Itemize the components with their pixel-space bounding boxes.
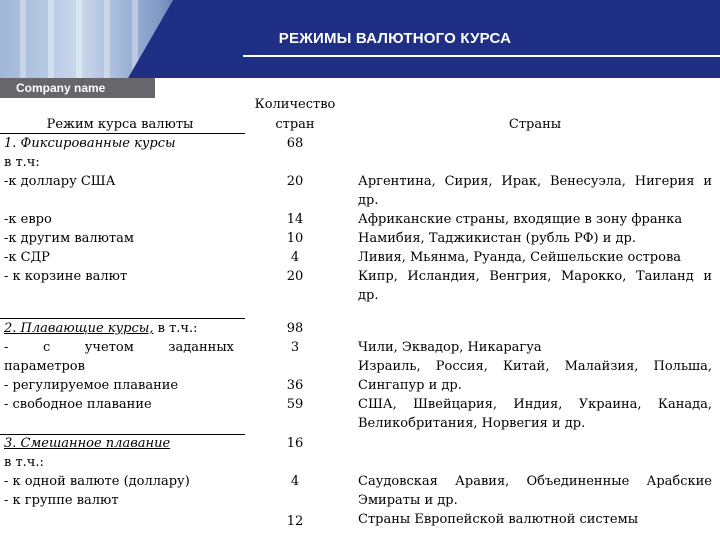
count-basket: 20 — [286, 269, 304, 284]
count-currency-group: 12 — [286, 514, 304, 529]
row-with-params-label: - с учетом заданных — [4, 340, 234, 355]
countries-with-params: Чили, Эквадор, Никарагуа — [358, 340, 542, 355]
row-eur-label: -к евро — [4, 212, 52, 227]
row-params-label: параметров — [4, 359, 85, 374]
row-managed-label: - регулируемое плавание — [4, 378, 179, 393]
countries-usd-line1: Аргентина, Сирия, Ирак, Венесуэла, Нигерия и — [358, 174, 712, 189]
mixed-including: в т.ч.: — [4, 455, 44, 470]
count-with-params: 3 — [290, 340, 300, 355]
floating-including: в т.ч.: — [153, 321, 198, 336]
company-name-bar: Company name — [0, 78, 155, 98]
fixed-rates-title: 1. Фиксированные курсы — [4, 136, 176, 151]
countries-basket-line1: Кипр, Исландия, Венгрия, Марокко, Таиланд и — [358, 269, 712, 284]
countries-currency-group: Страны Европейской валютной системы — [358, 512, 639, 527]
count-managed: 36 — [286, 378, 304, 393]
header-countries: Страны — [508, 117, 562, 132]
header-strip — [155, 78, 720, 98]
countries-usd-line2: др. — [358, 193, 379, 208]
row-usd-label: -к доллару США — [4, 174, 116, 189]
countries-free-line1: США, Швейцария, Индия, Украина, Канада, — [358, 397, 712, 412]
count-usd: 20 — [286, 174, 304, 189]
countries-sdr: Ливия, Мьянма, Руанда, Сейшельские острова — [358, 250, 682, 265]
header-mode: Режим курса валюты — [46, 117, 194, 132]
count-fixed-total: 68 — [286, 136, 304, 151]
row-other-label: -к другим валютам — [4, 231, 135, 246]
count-sdr: 4 — [290, 250, 300, 265]
mixed-float-title: 3. Смешанное плавание — [4, 436, 171, 451]
countries-managed-line1: Израиль, Россия, Китай, Малайзия, Польша, — [358, 359, 712, 374]
countries-free-line2: Великобритания, Норвегия и др. — [358, 416, 586, 431]
count-mixed-total: 16 — [286, 436, 304, 451]
count-eur: 14 — [286, 212, 304, 227]
title-underline — [243, 55, 720, 57]
count-floating-total: 98 — [286, 321, 304, 336]
fixed-including: в т.ч: — [4, 155, 40, 170]
row-currency-group-label: - к группе валют — [4, 493, 119, 508]
countries-basket-line2: др. — [358, 288, 379, 303]
row-one-currency-label: - к одной валюте (доллару) — [4, 474, 190, 489]
countries-one-currency-line2: Эмираты и др. — [358, 493, 458, 508]
count-one-currency: 4 — [290, 474, 300, 489]
countries-eur: Африканские страны, входящие в зону франка — [358, 212, 683, 227]
countries-managed-line2: Сингапур и др. — [358, 378, 462, 393]
slide-title: РЕЖИМЫ ВАЛЮТНОГО КУРСА — [278, 30, 512, 47]
row-basket-label: - к корзине валют — [4, 269, 128, 284]
count-other: 10 — [286, 231, 304, 246]
floating-title-text: 2. Плавающие курсы, — [4, 321, 154, 336]
row-sdr-label: -к СДР — [4, 250, 50, 265]
row-free-label: - свободное плавание — [4, 397, 152, 412]
floating-rates-title — [4, 319, 198, 338]
count-free: 59 — [286, 397, 304, 412]
header-count-line1: Количество — [254, 97, 336, 112]
countries-other: Намибия, Таджикистан (рубль РФ) и др. — [358, 231, 637, 246]
countries-one-currency-line1: Саудовская Аравия, Объединенные Арабские — [358, 474, 712, 489]
header-count-line2: стран — [275, 117, 315, 132]
